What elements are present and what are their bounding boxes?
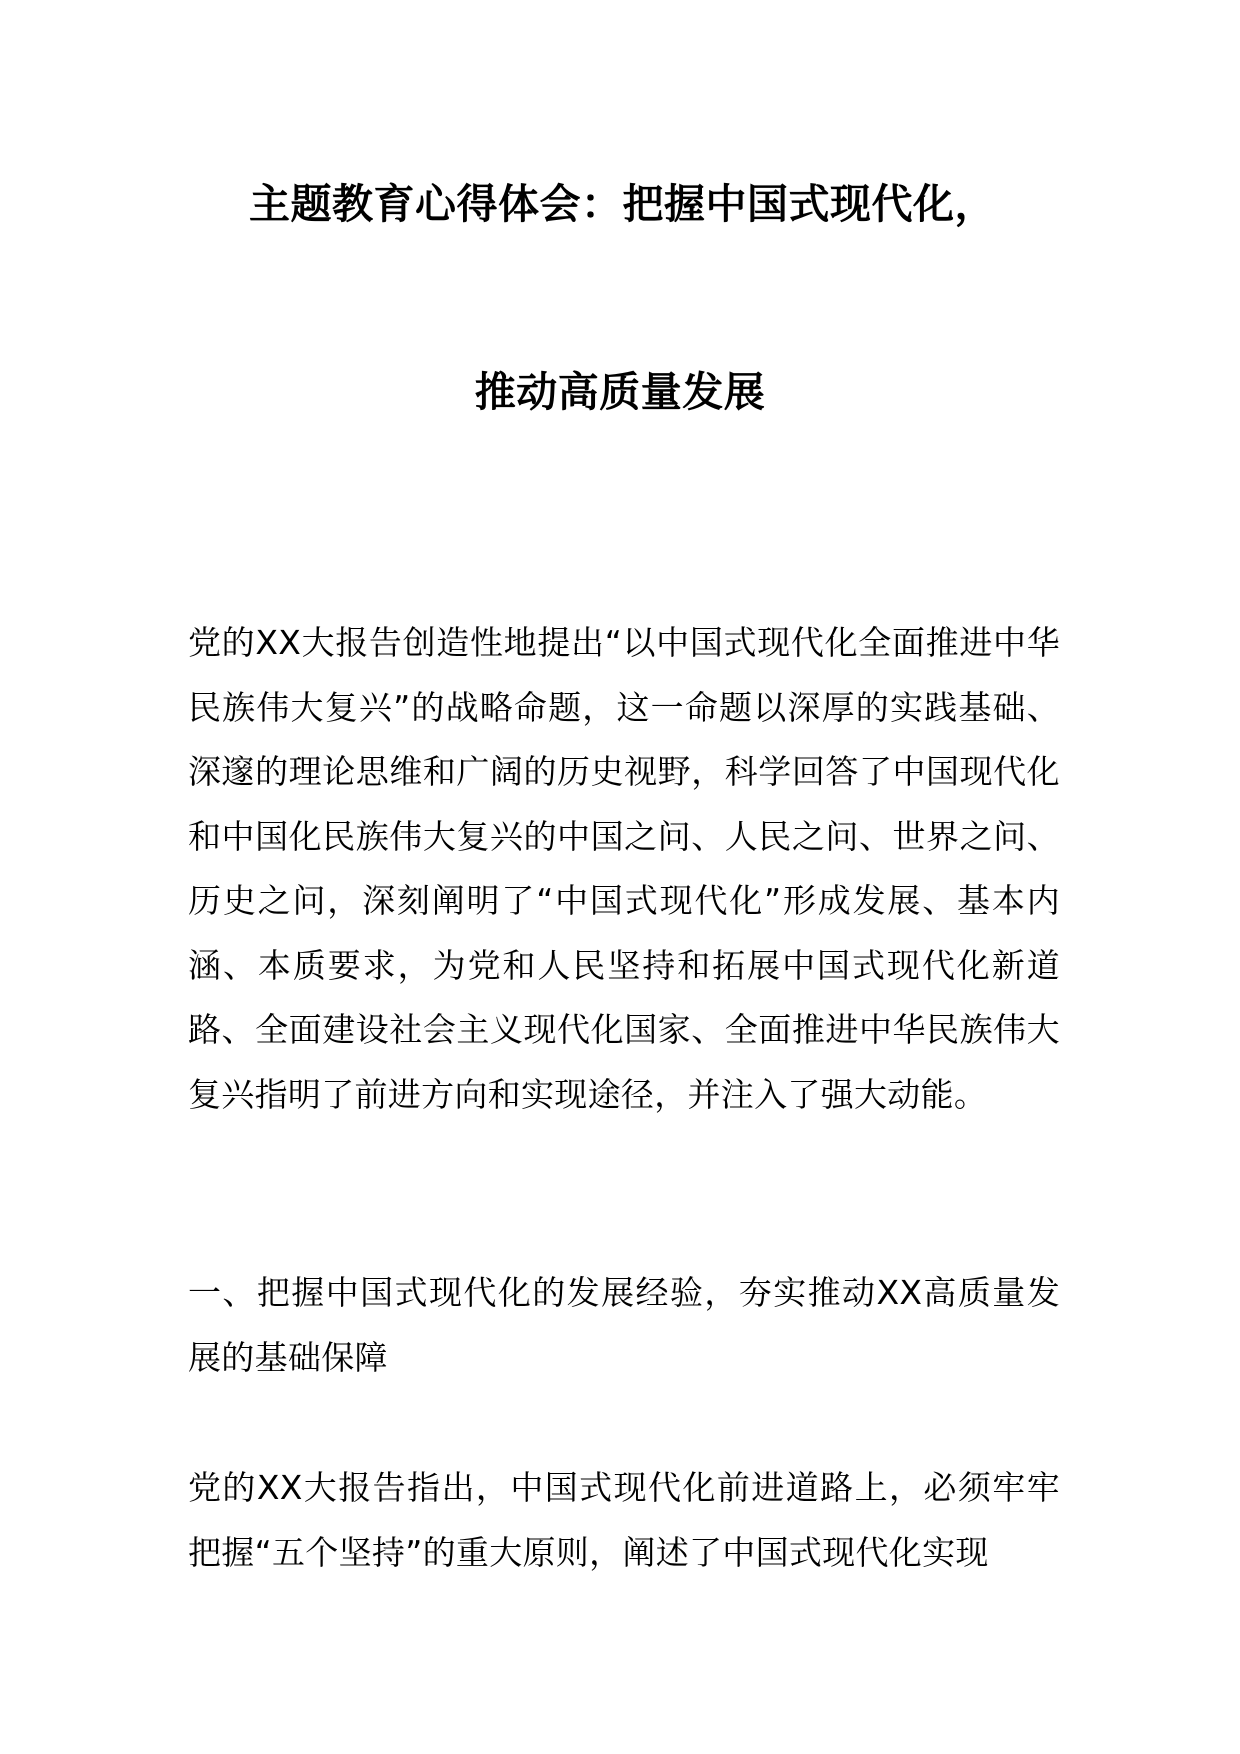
section-heading-1: 一、把握中国式现代化的发展经验，夯实推动XX高质量发展的基础保障 — [188, 1273, 1060, 1377]
body-paragraph-2: 党的XX大报告指出，中国式现代化前进道路上，必须牢牢把握“五个坚持”的重大原则，阐述了中国式现代化实现 — [188, 1468, 1060, 1572]
body-paragraph-1: 党的XX大报告创造性地提出“以中国式现代化全面推进中华民族伟大复兴”的战略命题，这一命题以深厚的实践基础、深邃的理论思维和广阔的历史视野，科学回答了中国现代化和中国化民族伟大复兴的中国之问、人民之问、世界之问、历史之问，深刻阐明了“中国式现代化”形成发展、基本内涵、本质要求，为党和人民坚持和拓展中国式现代化新道路、全面建设社会主义现代化国家、全面推进中华民族伟大复兴指明了前进方向和实现途径，并注入了强大动能。 — [188, 623, 1060, 1114]
document-title-line-1: 主题教育心得体会：把握中国式现代化， — [249, 180, 996, 228]
document-title-line-2: 推动高质量发展 — [474, 368, 766, 416]
